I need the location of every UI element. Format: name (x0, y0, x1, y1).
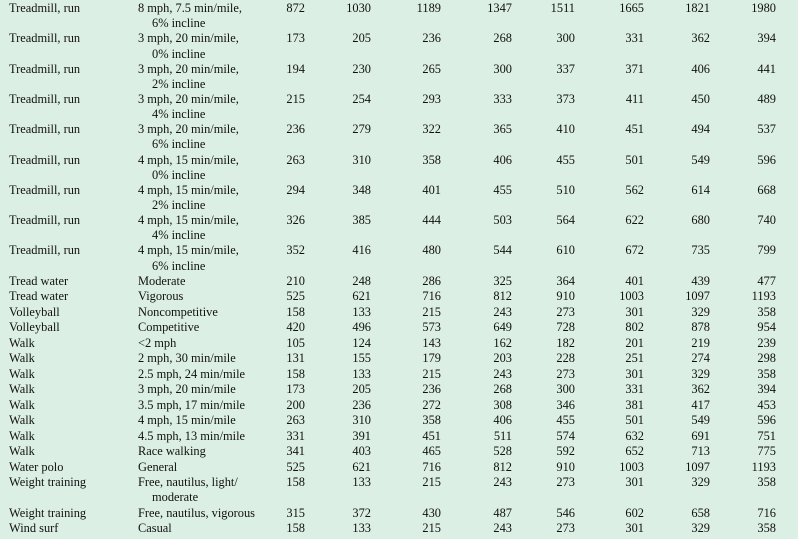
value-cell: 162 (493, 335, 512, 350)
value-cell: 812 (493, 459, 512, 474)
activity-cell: Wind surf (9, 521, 59, 535)
value-cell: 243 (493, 521, 512, 535)
value-cell: 403 (352, 444, 371, 459)
value-cell: 728 (556, 320, 575, 335)
description-cell (138, 336, 176, 351)
value-cell: 564 (556, 213, 575, 228)
description-line: Moderate (138, 273, 186, 288)
value-cell: 333 (493, 91, 512, 106)
value-cell: 799 (757, 243, 776, 258)
value-cell: 1003 (619, 289, 644, 304)
description-line: 6% incline (152, 16, 206, 31)
description-cell (138, 320, 199, 335)
activity-cell: Walk (9, 428, 35, 443)
description-cell (138, 153, 239, 183)
value-cell: 158 (286, 521, 305, 535)
value-cell: 610 (556, 243, 575, 258)
description-line: 2.5 mph, 24 min/mile (138, 366, 246, 381)
value-cell: 450 (691, 91, 710, 106)
value-cell: 243 (493, 366, 512, 381)
value-cell: 802 (625, 320, 644, 335)
description-line: 4.5 mph, 13 min/mile (138, 428, 246, 443)
value-cell: 716 (757, 505, 776, 520)
description-line: 2% incline (152, 198, 206, 212)
value-cell: 331 (625, 382, 644, 397)
value-cell: 293 (422, 91, 441, 106)
description-line: 2 mph, 30 min/mile (138, 351, 236, 366)
value-cell: 1821 (685, 1, 710, 15)
value-cell: 394 (757, 382, 776, 397)
value-cell: 1665 (619, 1, 644, 15)
value-cell: 1980 (751, 1, 776, 15)
value-cell: 416 (352, 243, 371, 258)
value-cell: 910 (556, 459, 575, 474)
activity-cell: Treadmill, run (9, 213, 81, 228)
value-cell: 265 (422, 61, 441, 76)
value-cell: 215 (286, 91, 305, 106)
value-cell: 1189 (416, 1, 441, 15)
activity-cell: Walk (9, 397, 35, 412)
description-line: moderate (152, 490, 199, 505)
description-cell (138, 62, 239, 92)
value-cell: 455 (556, 152, 575, 167)
value-cell: 716 (422, 289, 441, 304)
value-cell: 406 (493, 413, 512, 428)
value-cell: 410 (556, 122, 575, 137)
description-cell (138, 398, 245, 413)
description-cell (138, 429, 245, 444)
value-cell: 562 (625, 182, 644, 197)
value-cell: 668 (757, 182, 776, 197)
value-cell: 451 (625, 122, 644, 137)
value-cell: 713 (691, 444, 710, 459)
value-cell: 228 (556, 351, 575, 366)
description-line: Casual (138, 521, 172, 535)
value-cell: 362 (691, 31, 710, 46)
value-cell: 451 (422, 428, 441, 443)
value-cell: 286 (422, 273, 441, 288)
value-cell: 546 (556, 505, 575, 520)
value-cell: 441 (757, 61, 776, 76)
value-cell: 348 (352, 182, 371, 197)
description-cell (138, 289, 183, 304)
value-cell: 910 (556, 289, 575, 304)
description-line: 4 mph, 15 min/mile, (138, 213, 239, 228)
value-cell: 455 (556, 413, 575, 428)
activity-cell: Treadmill, run (9, 61, 81, 76)
value-cell: 480 (422, 243, 441, 258)
value-cell: 358 (422, 413, 441, 428)
value-cell: 179 (422, 351, 441, 366)
value-cell: 273 (556, 475, 575, 490)
value-cell: 487 (493, 505, 512, 520)
value-cell: 272 (422, 397, 441, 412)
value-cell: 537 (757, 122, 776, 137)
activity-cell: Walk (9, 335, 35, 350)
value-cell: 300 (556, 382, 575, 397)
value-cell: 365 (493, 122, 512, 137)
description-cell (138, 351, 236, 366)
value-cell: 158 (286, 475, 305, 490)
description-line: 4 mph, 15 min/mile, (138, 243, 239, 258)
value-cell: 254 (352, 91, 371, 106)
value-cell: 401 (422, 182, 441, 197)
value-cell: 315 (286, 505, 305, 520)
value-cell: 602 (625, 505, 644, 520)
value-cell: 133 (352, 521, 371, 535)
value-cell: 371 (625, 61, 644, 76)
description-line: Noncompetitive (138, 304, 218, 319)
description-line: 3 mph, 20 min/mile, (138, 31, 239, 46)
value-cell: 465 (422, 444, 441, 459)
value-cell: 263 (286, 152, 305, 167)
value-cell: 341 (286, 444, 305, 459)
description-line: 0% incline (152, 46, 206, 61)
value-cell: 105 (286, 335, 305, 350)
value-cell: 346 (556, 397, 575, 412)
value-cell: 592 (556, 444, 575, 459)
value-cell: 301 (625, 521, 644, 535)
value-cell: 300 (556, 31, 575, 46)
value-cell: 263 (286, 413, 305, 428)
activity-cell: Treadmill, run (9, 1, 81, 15)
value-cell: 716 (422, 459, 441, 474)
value-cell: 200 (286, 397, 305, 412)
value-cell: 680 (691, 213, 710, 228)
value-cell: 525 (286, 459, 305, 474)
value-cell: 406 (493, 152, 512, 167)
value-cell: 672 (625, 243, 644, 258)
value-cell: 131 (286, 351, 305, 366)
description-line: 3 mph, 20 min/mile, (138, 122, 239, 137)
description-line: Race walking (138, 444, 206, 459)
value-cell: 489 (757, 91, 776, 106)
value-cell: 494 (691, 122, 710, 137)
value-cell: 236 (422, 31, 441, 46)
activity-cell: Walk (9, 413, 35, 428)
value-cell: 401 (625, 273, 644, 288)
value-cell: 205 (352, 31, 371, 46)
value-cell: 528 (493, 444, 512, 459)
value-cell: 775 (757, 444, 776, 459)
description-cell (138, 521, 172, 536)
value-cell: 215 (422, 521, 441, 535)
value-cell: 477 (757, 273, 776, 288)
value-cell: 219 (691, 335, 710, 350)
description-line: Free, nautilus, vigorous (138, 505, 256, 520)
value-cell: 751 (757, 428, 776, 443)
value-cell: 251 (625, 351, 644, 366)
value-cell: 243 (493, 304, 512, 319)
value-cell: 308 (493, 397, 512, 412)
value-cell: 444 (422, 213, 441, 228)
description-cell (138, 460, 177, 475)
value-cell: 301 (625, 475, 644, 490)
value-cell: 385 (352, 213, 371, 228)
value-cell: 133 (352, 366, 371, 381)
description-cell (138, 475, 238, 505)
description-cell (138, 444, 206, 459)
value-cell: 182 (556, 335, 575, 350)
value-cell: 549 (691, 152, 710, 167)
value-cell: 329 (691, 366, 710, 381)
value-cell: 373 (556, 91, 575, 106)
description-line: 3 mph, 20 min/mile, (138, 61, 239, 76)
description-line: 3.5 mph, 17 min/mile (138, 397, 246, 412)
value-cell: 274 (691, 351, 710, 366)
value-cell: 273 (556, 366, 575, 381)
value-cell: 430 (422, 505, 441, 520)
value-cell: 381 (625, 397, 644, 412)
value-cell: 322 (422, 122, 441, 137)
value-cell: 329 (691, 304, 710, 319)
value-cell: 573 (422, 320, 441, 335)
value-cell: 1097 (685, 289, 710, 304)
value-cell: 872 (286, 1, 305, 15)
description-cell (138, 506, 255, 521)
value-cell: 652 (625, 444, 644, 459)
activity-cell: Treadmill, run (9, 31, 81, 46)
description-line: 6% incline (152, 258, 206, 273)
value-cell: 133 (352, 475, 371, 490)
value-cell: 420 (286, 320, 305, 335)
value-cell: 812 (493, 289, 512, 304)
activity-cell: Treadmill, run (9, 122, 81, 137)
value-cell: 352 (286, 243, 305, 258)
value-cell: 215 (422, 475, 441, 490)
value-cell: 1347 (487, 1, 512, 15)
value-cell: 503 (493, 213, 512, 228)
description-cell (138, 213, 239, 243)
value-cell: 205 (352, 382, 371, 397)
value-cell: 158 (286, 304, 305, 319)
value-cell: 735 (691, 243, 710, 258)
value-cell: 300 (493, 61, 512, 76)
value-cell: 124 (352, 335, 371, 350)
value-cell: 358 (757, 366, 776, 381)
value-cell: 310 (352, 152, 371, 167)
value-cell: 230 (352, 61, 371, 76)
value-cell: 510 (556, 182, 575, 197)
value-cell: 391 (352, 428, 371, 443)
description-cell (138, 274, 185, 289)
value-cell: 210 (286, 273, 305, 288)
value-cell: 236 (352, 397, 371, 412)
description-line: 4% incline (152, 228, 206, 243)
value-cell: 1030 (346, 1, 371, 15)
value-cell: 406 (691, 61, 710, 76)
activity-cell: Walk (9, 382, 35, 397)
activity-cell: Volleyball (9, 320, 60, 335)
description-line: 2% incline (152, 76, 206, 91)
activity-cell: Tread water (9, 273, 69, 288)
activity-cell: Treadmill, run (9, 152, 81, 167)
value-cell: 358 (757, 304, 776, 319)
description-cell (138, 413, 236, 428)
value-cell: 549 (691, 413, 710, 428)
description-line: 3 mph, 20 min/mile (138, 382, 236, 397)
value-cell: 158 (286, 366, 305, 381)
value-cell: 596 (757, 413, 776, 428)
description-cell (138, 305, 218, 320)
description-cell (138, 122, 239, 152)
value-cell: 622 (625, 213, 644, 228)
value-cell: 268 (493, 382, 512, 397)
value-cell: 358 (757, 521, 776, 535)
description-cell (138, 183, 239, 213)
value-cell: 1097 (685, 459, 710, 474)
value-cell: 501 (625, 413, 644, 428)
value-cell: 239 (757, 335, 776, 350)
value-cell: 632 (625, 428, 644, 443)
value-cell: 1511 (550, 1, 575, 15)
value-cell: 1193 (751, 289, 776, 304)
activity-cell: Tread water (9, 289, 69, 304)
value-cell: 294 (286, 182, 305, 197)
value-cell: 329 (691, 475, 710, 490)
description-line: <2 mph (138, 335, 177, 350)
description-cell (138, 243, 239, 273)
value-cell: 691 (691, 428, 710, 443)
description-line: 6% incline (152, 137, 206, 152)
value-cell: 143 (422, 335, 441, 350)
value-cell: 439 (691, 273, 710, 288)
value-cell: 364 (556, 273, 575, 288)
activity-cell: Weight training (9, 505, 87, 520)
value-cell: 394 (757, 31, 776, 46)
value-cell: 496 (352, 320, 371, 335)
description-line: 8 mph, 7.5 min/mile, (138, 1, 242, 15)
activity-cell: Walk (9, 444, 35, 459)
value-cell: 215 (422, 366, 441, 381)
value-cell: 362 (691, 382, 710, 397)
value-cell: 268 (493, 31, 512, 46)
description-cell (138, 382, 236, 397)
value-cell: 411 (625, 91, 644, 106)
activity-cell: Treadmill, run (9, 243, 81, 258)
value-cell: 325 (493, 273, 512, 288)
value-cell: 878 (691, 320, 710, 335)
value-cell: 621 (352, 289, 371, 304)
description-line: Free, nautilus, light/ (138, 475, 238, 490)
value-cell: 501 (625, 152, 644, 167)
value-cell: 358 (422, 152, 441, 167)
value-cell: 525 (286, 289, 305, 304)
value-cell: 337 (556, 61, 575, 76)
value-cell: 954 (757, 320, 776, 335)
value-cell: 649 (493, 320, 512, 335)
value-cell: 215 (422, 304, 441, 319)
value-cell: 243 (493, 475, 512, 490)
description-cell (138, 1, 242, 31)
description-line: 4 mph, 15 min/mile, (138, 152, 239, 167)
value-cell: 279 (352, 122, 371, 137)
value-cell: 173 (286, 382, 305, 397)
description-line: 3 mph, 20 min/mile, (138, 91, 239, 106)
value-cell: 301 (625, 366, 644, 381)
activity-cell: Treadmill, run (9, 91, 81, 106)
activity-cell: Treadmill, run (9, 182, 81, 197)
value-cell: 248 (352, 273, 371, 288)
value-cell: 574 (556, 428, 575, 443)
value-cell: 417 (691, 397, 710, 412)
value-cell: 614 (691, 182, 710, 197)
value-cell: 621 (352, 459, 371, 474)
value-cell: 301 (625, 304, 644, 319)
description-cell (138, 31, 239, 61)
activity-cell: Weight training (9, 475, 87, 490)
value-cell: 331 (286, 428, 305, 443)
value-cell: 236 (286, 122, 305, 137)
value-cell: 511 (493, 428, 512, 443)
value-cell: 273 (556, 521, 575, 535)
value-cell: 201 (625, 335, 644, 350)
description-line: Vigorous (138, 289, 184, 304)
value-cell: 203 (493, 351, 512, 366)
description-line: 4% incline (152, 107, 206, 122)
value-cell: 326 (286, 213, 305, 228)
description-cell (138, 92, 239, 122)
value-cell: 273 (556, 304, 575, 319)
description-line: 0% incline (152, 167, 206, 182)
value-cell: 1003 (619, 459, 644, 474)
value-cell: 358 (757, 475, 776, 490)
value-cell: 372 (352, 505, 371, 520)
activity-cell: Walk (9, 351, 35, 366)
value-cell: 596 (757, 152, 776, 167)
value-cell: 329 (691, 521, 710, 535)
activity-cell: Volleyball (9, 304, 60, 319)
value-cell: 310 (352, 413, 371, 428)
value-cell: 658 (691, 505, 710, 520)
value-cell: 155 (352, 351, 371, 366)
description-line: General (138, 459, 178, 474)
value-cell: 194 (286, 61, 305, 76)
value-cell: 740 (757, 213, 776, 228)
value-cell: 544 (493, 243, 512, 258)
description-line: 4 mph, 15 min/mile (138, 413, 236, 428)
value-cell: 133 (352, 304, 371, 319)
value-cell: 453 (757, 397, 776, 412)
value-cell: 331 (625, 31, 644, 46)
activity-cell: Water polo (9, 459, 64, 474)
activity-cell: Walk (9, 366, 35, 381)
value-cell: 236 (422, 382, 441, 397)
description-cell (138, 367, 245, 382)
description-line: 4 mph, 15 min/mile, (138, 182, 239, 197)
value-cell: 455 (493, 182, 512, 197)
description-line: Competitive (138, 320, 200, 335)
value-cell: 1193 (751, 459, 776, 474)
value-cell: 298 (757, 351, 776, 366)
value-cell: 173 (286, 31, 305, 46)
